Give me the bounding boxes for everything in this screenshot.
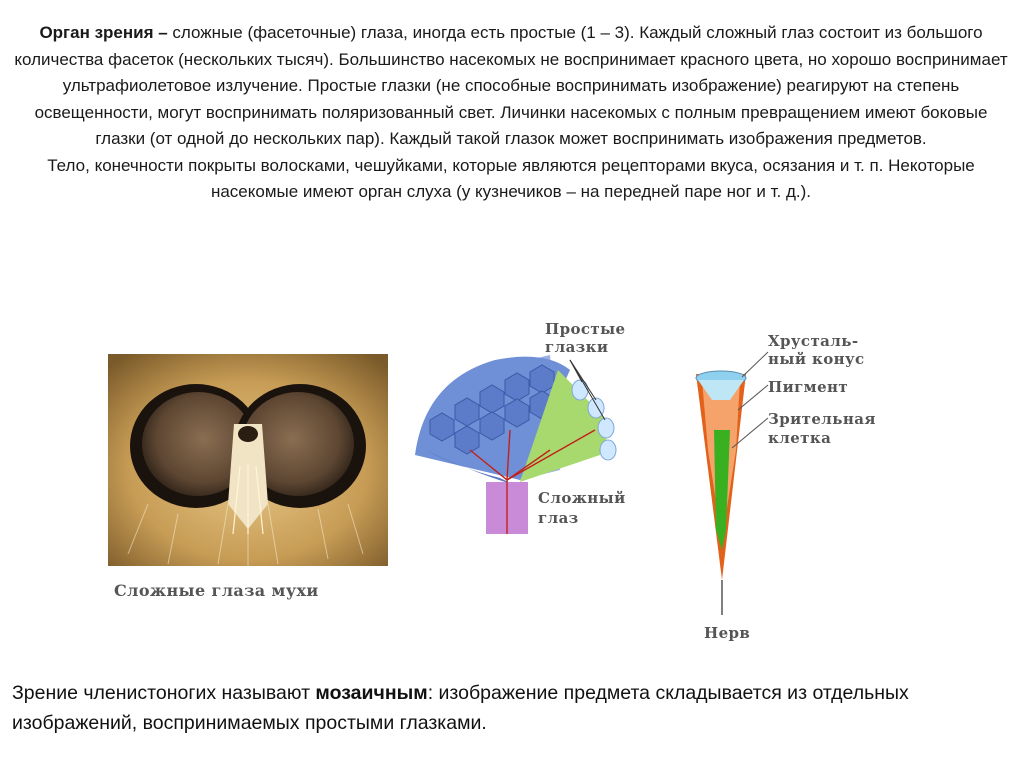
- nerve-label: Нерв: [704, 624, 751, 642]
- simple-eyes-label-line2: глазки: [545, 338, 609, 356]
- intro-text-block: [8, 20, 1014, 206]
- compound-eye-figure: [415, 355, 616, 534]
- outro-text: [12, 678, 1012, 738]
- body-paragraph: Тело, конечности покрыты волосками, чешуйками, которые являются рецепторами вкуса, осязания и т. п. Некоторые насекомые имеют орган слуха (у кузнечиков – на передней паре ног и т. д.).: [47, 155, 975, 201]
- visual-cell-label-line2: клетка: [768, 429, 832, 447]
- eyes-paragraph: [8, 20, 1014, 153]
- compound-eye-label-line2: глаз: [538, 509, 579, 527]
- pigment-label: Пигмент: [768, 378, 849, 396]
- fly-eyes-photo: [108, 354, 388, 566]
- photo-caption: Сложные глаза мухи: [114, 581, 319, 600]
- crystal-cone-label-line2: ный конус: [768, 350, 865, 368]
- crystal-cone-label-line1: Хрусталь-: [768, 332, 859, 350]
- eye-structure-diagram: [400, 300, 960, 650]
- visual-cell-label-line1: Зрительная: [768, 410, 876, 428]
- simple-eyes-label-line1: Простые: [545, 320, 626, 338]
- outro-lead: Зрение членистоногих называют: [12, 682, 316, 704]
- mosaic-term: мозаичным: [315, 682, 428, 704]
- compound-eye-label-line1: Сложный: [538, 489, 626, 507]
- eyes-text: сложные (фасеточные) глаза, иногда есть простые (1 – 3). Каждый сложный глаз состоит из большого количества фасеток (нескольких тысяч). Большинство насекомых не воспринимает красного цвета, но хорошо воспринимает ультрафиолетовое излучение. Простые глазки (не способные воспринимать изображение) реагируют на степень освещенности, могут воспринимать поляризованный свет. Личинки насекомых с полным превращением имеют боковые глазки (от одной до нескольких пар). Каждый такой глазок может воспринимать изображения предметов.: [14, 23, 1008, 148]
- ommatidium-figure: [696, 352, 768, 615]
- eyes-term: Орган зрения –: [39, 23, 168, 42]
- outro-rest: : изображение предмета складывается из отдельных изображений, воспринимаемых простыми глазками.: [12, 682, 909, 734]
